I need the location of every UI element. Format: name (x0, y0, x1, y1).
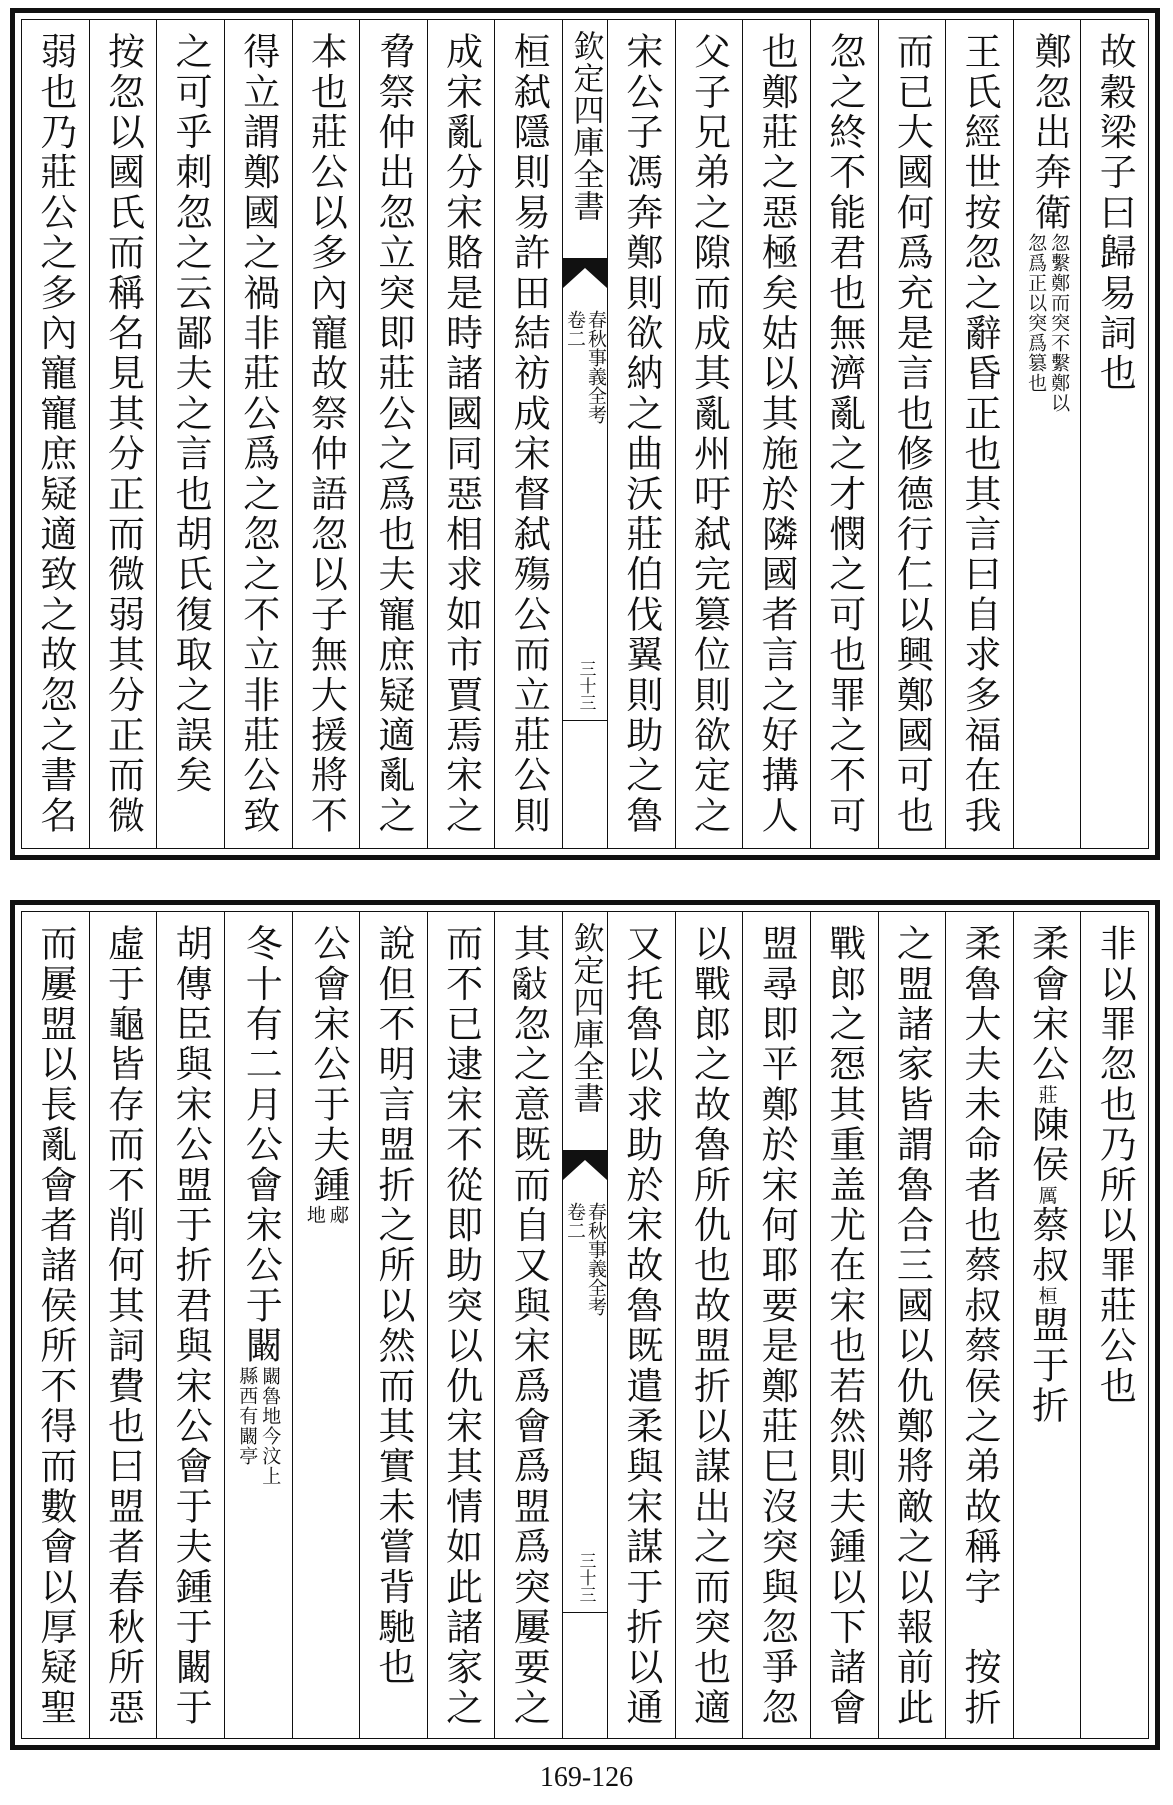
column-text: 得立謂鄭國之禍非莊公爲之忽之不立非莊公致 (236, 32, 280, 836)
text-column (742, 20, 810, 848)
note-line: 忽繫鄭而突不繫鄭以 (1048, 233, 1071, 413)
column-text: 按忽以國氏而稱名見其分正而微弱其分正而微 (101, 32, 145, 836)
column-text: 成宋亂分宋賂是時諸國同惡相求如市賈焉宋之 (439, 32, 483, 836)
text-column (494, 912, 562, 1738)
column-text: 胡傳臣與宋公盟于折君與宋公會于夫鍾于闞于 (169, 924, 213, 1728)
fold-column (562, 912, 607, 1738)
text-column (810, 912, 878, 1738)
column-text: 脅祭仲出忽立突即莊公之爲也夫寵庶疑適亂之 (371, 32, 415, 836)
column-text: 王氏經世按忽之辭昏正也其言曰自求多福在我 (957, 32, 1001, 836)
note-line: 郕 (326, 1205, 349, 1226)
main-text: 冬十有二月公會宋公于闞 (239, 924, 283, 1367)
note-line: 縣西有闞亭 (236, 1366, 259, 1467)
column-text: 又托魯以求助於宋故魯既遣柔與宋謀于折以通 (619, 924, 663, 1728)
column-text: 盟尋即平鄭於宋何耶要是鄭莊巳沒突與忽爭忽 (755, 924, 799, 1728)
column-text: 說但不明言盟折之所以然而其實未嘗背馳也 (371, 924, 415, 1688)
text-column (1080, 20, 1148, 848)
fold-rule (563, 1612, 607, 1613)
column-text: 宋公子馮奔鄭則欲納之曲沃莊伯伐翼則助之魯 (619, 32, 663, 836)
main-text: 鄭忽出奔衛 (1028, 32, 1072, 233)
text-column (607, 20, 675, 848)
text-column (810, 20, 878, 848)
column-text: 而不已逮宋不從即助突以仇宋其情如此諸家之 (439, 924, 483, 1728)
column-text: 而屢盟以長亂會者諸侯所不得而數會以厚疑聖 (33, 924, 77, 1728)
text-column (1013, 912, 1081, 1738)
text-column (22, 20, 89, 848)
column-text: 虛于龜皆存而不削何其詞費也曰盟者春秋所惡 (101, 924, 145, 1728)
text-column (427, 20, 495, 848)
fishtail-mark-icon (563, 258, 607, 288)
note-line: 忽爲正以突爲篡也 (1025, 233, 1048, 393)
top-page-frame (21, 19, 1149, 849)
folio-number: 三十三 (575, 1552, 596, 1603)
text-column (292, 912, 360, 1738)
main-text: 盟于折 (1025, 1305, 1069, 1427)
text-column (675, 912, 743, 1738)
top-page (10, 8, 1160, 860)
text-column (878, 912, 946, 1738)
inline-note: 莊 (1035, 1084, 1058, 1105)
folio-number: 三十三 (575, 660, 596, 711)
text-column (1013, 20, 1081, 848)
fishtail-mark-icon (563, 1150, 607, 1180)
text-column (156, 20, 224, 848)
fold-column (562, 20, 607, 848)
text-column (945, 912, 1013, 1738)
main-text: 公會宋公于夫鍾 (306, 924, 350, 1206)
text-column (359, 912, 427, 1738)
volume-label: 卷二 (564, 310, 586, 348)
column-text: 非以罪忽也乃所以罪莊公也 (1093, 924, 1137, 1407)
book-info (565, 1202, 605, 1316)
book-title: 春秋事義全考 (585, 1202, 607, 1316)
text-column (494, 20, 562, 848)
bottom-page (10, 900, 1160, 1750)
column-text (236, 924, 283, 1487)
text-column (89, 20, 157, 848)
fold-rule (563, 720, 607, 721)
text-column (292, 20, 360, 848)
book-title: 春秋事義全考 (585, 310, 607, 424)
column-text (1025, 924, 1069, 1427)
column-text: 其𢿢忽之意既而自又與宋爲會爲盟爲突屢要之 (507, 924, 551, 1728)
interlinear-note (1025, 233, 1071, 413)
collection-title: 欽定四庫全書 (567, 30, 604, 222)
text-column (878, 20, 946, 848)
bottom-page-frame (21, 911, 1149, 1739)
column-text: 本也莊公以多內寵故祭仲語忽以子無大援將不 (304, 32, 348, 836)
column-text (303, 924, 350, 1226)
text-column (945, 20, 1013, 848)
note-line: 闞魯地今汶上 (259, 1366, 282, 1487)
inline-note: 厲 (1035, 1185, 1058, 1206)
interlinear-note (236, 1366, 282, 1487)
main-text: 陳侯 (1025, 1104, 1069, 1186)
text-column (89, 912, 157, 1738)
collection-title: 欽定四庫全書 (567, 922, 604, 1114)
text-column (1080, 912, 1148, 1738)
interlinear-note (305, 1205, 347, 1225)
book-info (565, 310, 605, 424)
column-text: 父子兄弟之隙而成其亂州吁弑完篡位則欲定之 (687, 32, 731, 836)
inline-note: 桓 (1035, 1285, 1058, 1306)
column-text: 也鄭莊之惡極矣姑以其施於隣國者言之好搆人 (755, 32, 799, 836)
column-text: 柔魯大夫未命者也蔡叔蔡侯之弟故稱字 按折 (957, 924, 1001, 1728)
text-column (359, 20, 427, 848)
text-column (427, 912, 495, 1738)
column-text: 故穀梁子曰歸易詞也 (1093, 32, 1137, 394)
column-text: 而已大國何爲充是言也修德行仁以興鄭國可也 (890, 32, 934, 836)
column-text: 弱也乃莊公之多內寵寵庶疑適致之故忽之書名 (33, 32, 77, 836)
main-text: 蔡叔 (1025, 1205, 1069, 1286)
page-label: 169-126 (539, 1762, 634, 1793)
column-text (1025, 32, 1072, 413)
text-column (22, 912, 89, 1738)
text-column (742, 912, 810, 1738)
text-column (224, 912, 292, 1738)
text-column (675, 20, 743, 848)
column-text: 之盟諸家皆謂魯合三國以仇鄭將敵之以報前此 (890, 924, 934, 1728)
note-line: 地 (303, 1205, 326, 1226)
text-column (224, 20, 292, 848)
main-text: 柔會宋公 (1025, 924, 1069, 1085)
column-text: 桓弑隱則易許田結祊成宋督弑殤公而立莊公則 (507, 32, 551, 836)
column-text: 之可乎刺忽之云鄙夫之言也胡氏復取之誤矣 (169, 32, 213, 796)
column-text: 戰郎之㤪其重盖尤在宋也若然則夫鍾以下諸會 (822, 924, 866, 1728)
text-column (156, 912, 224, 1738)
column-text: 以戰郎之故魯所仇也故盟折以謀出之而突也適 (687, 924, 731, 1728)
text-column (607, 912, 675, 1738)
volume-label: 卷二 (564, 1202, 586, 1240)
column-text: 忽之終不能君也無濟亂之才憫之可也罪之不可 (822, 32, 866, 836)
